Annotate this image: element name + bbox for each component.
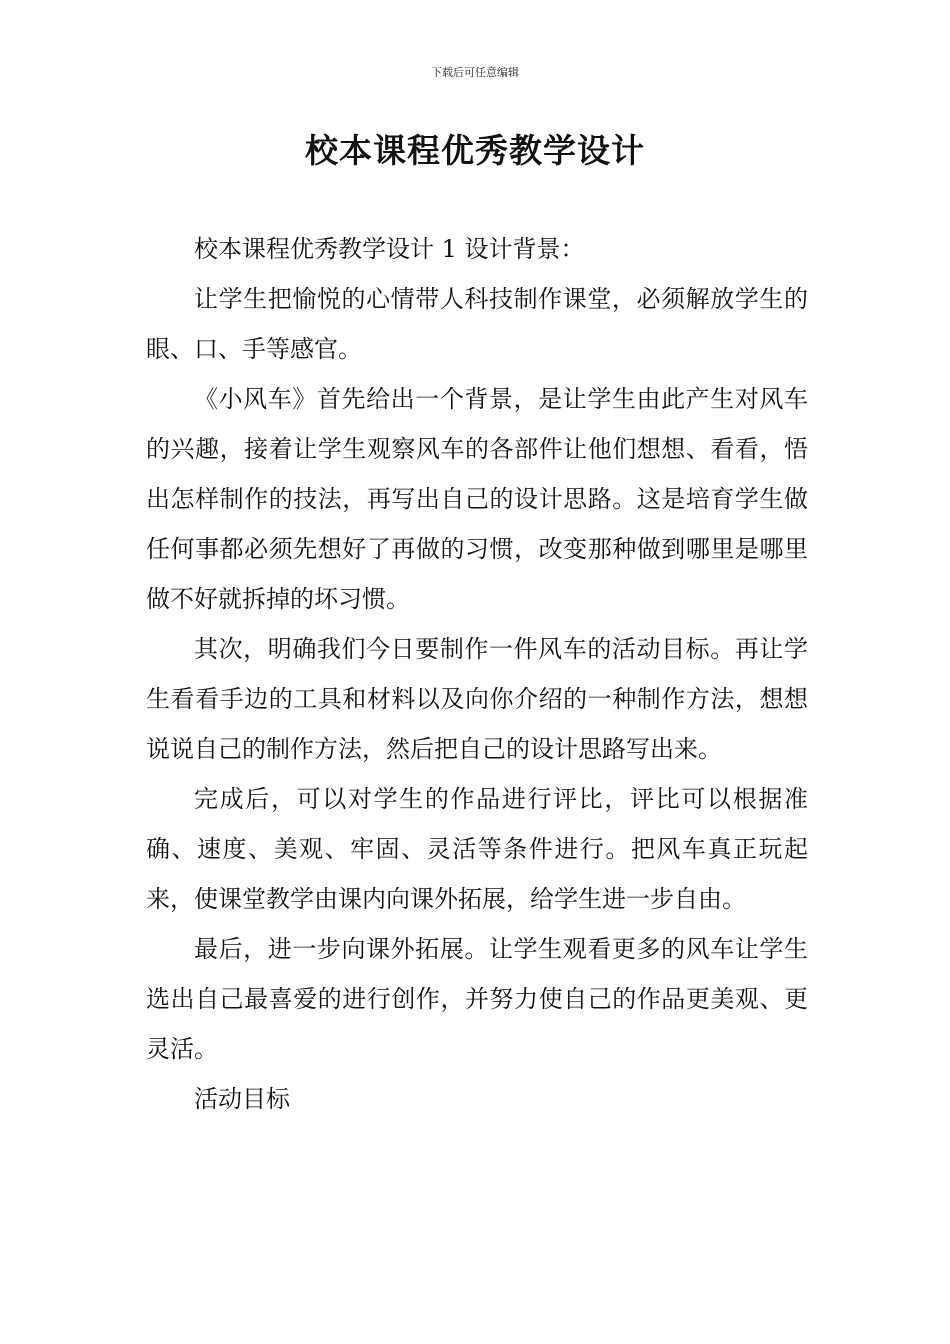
document-title: 校本课程优秀教学设计	[305, 131, 645, 170]
paragraph-activity-goal: 其次，明确我们今日要制作一件风车的活动目标。再让学生看看手边的工具和材料以及向你介绍的一种制作方法，想想说说自己的制作方法，然后把自己的设计思路写出来。	[146, 635, 808, 763]
paragraph-evaluation: 完成后，可以对学生的作品进行评比，评比可以根据准确、速度、美观、牢固、灵活等条件进行。把风车真正玩起来，使课堂教学由课内向课外拓展，给学生进一步自由。	[146, 785, 808, 913]
paragraph-design-background-heading: 校本课程优秀教学设计 1 设计背景：	[194, 235, 585, 263]
header-note: 下载后可任意编辑	[431, 66, 519, 79]
paragraph-activity-goals-heading: 活动目标	[194, 1085, 290, 1113]
paragraph-windmill-background: 《小风车》首先给出一个背景，是让学生由此产生对风车的兴趣，接着让学生观察风车的各部件让他们想想、看看，悟出怎样制作的技法，再写出自己的设计思路。这是培育学生做任何事都必须先想好了再做的习惯，改变那种做到哪里是哪里做不好就拆掉的坏习惯。	[146, 385, 808, 613]
document-body	[146, 224, 808, 1124]
paragraph-intro: 让学生把愉悦的心情带人科技制作课堂，必须解放学生的眼、口、手等感官。	[146, 285, 808, 363]
paragraph-extension: 最后，进一步向课外拓展。让学生观看更多的风车让学生选出自己最喜爱的进行创作，并努力使自己的作品更美观、更灵活。	[146, 935, 808, 1063]
